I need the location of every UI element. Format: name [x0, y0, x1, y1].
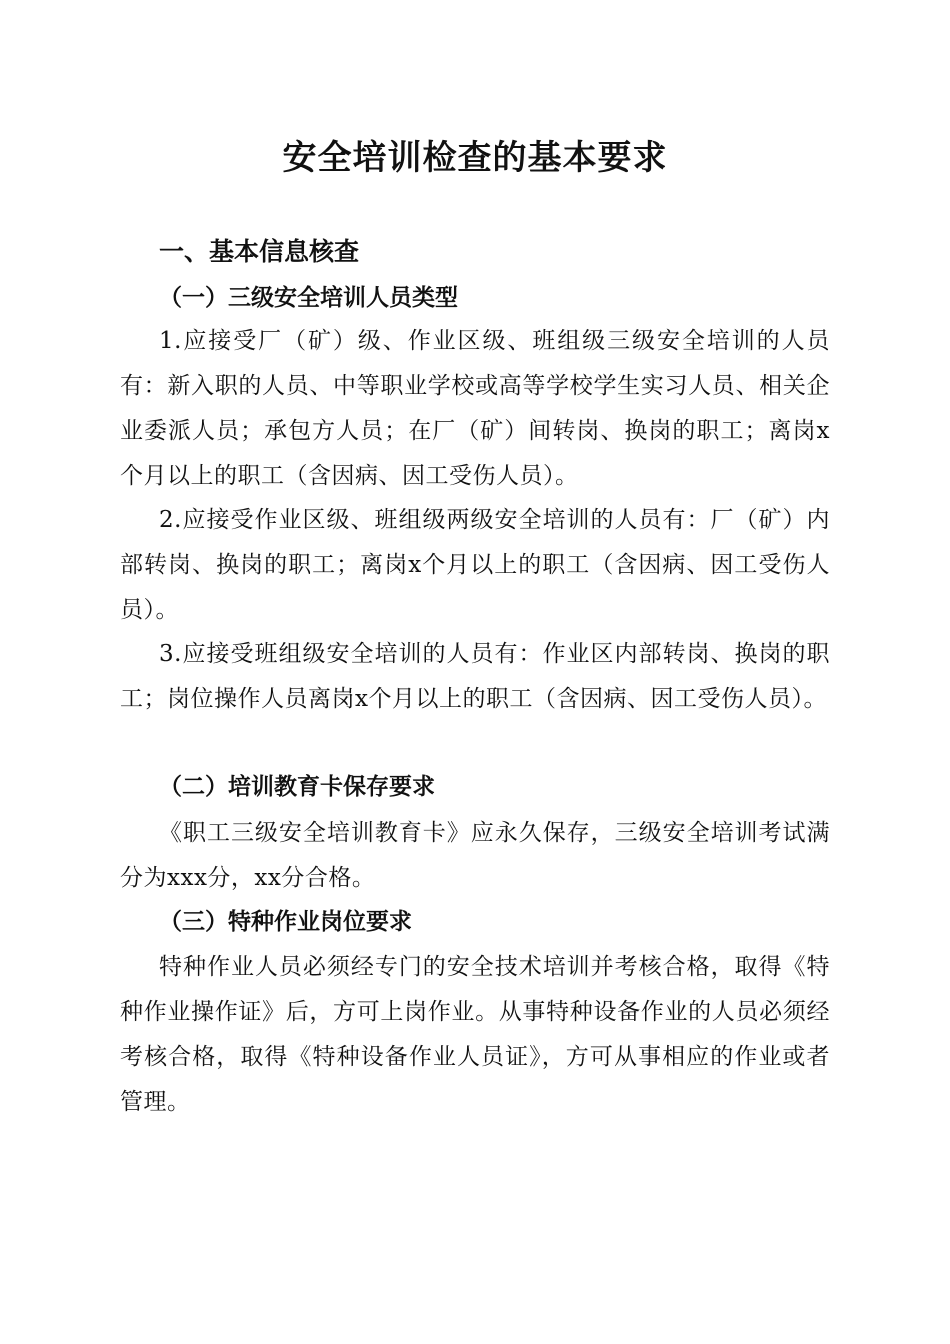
subsection-heading-training-types: （一）三级安全培训人员类型	[159, 284, 458, 311]
section-heading-basic-info: 一、基本信息核查	[159, 237, 360, 266]
paragraph-item-2: 2.应接受作业区级、班组级两级安全培训的人员有：厂（矿）内部转岗、换岗的职工；离岗x个月以上的职工（含因病、因工受伤人员）。	[120, 507, 830, 623]
subsection-heading-special-work: （三）特种作业岗位要求	[159, 908, 412, 935]
paragraph-card-storage: 《职工三级安全培训教育卡》应永久保存，三级安全培训考试满分为xxx分，xx分合格。	[120, 820, 830, 891]
paragraph-special-work: 特种作业人员必须经专门的安全技术培训并考核合格，取得《特种作业操作证》后，方可上岗作业。从事特种设备作业的人员必须经考核合格，取得《特种设备作业人员证》，方可从事相应的作业或者管理。	[120, 954, 830, 1115]
document-title: 安全培训检查的基本要求	[282, 138, 668, 178]
paragraph-item-1: 1.应接受厂（矿）级、作业区级、班组级三级安全培训的人员有：新入职的人员、中等职业学校或高等学校学生实习人员、相关企业委派人员；承包方人员；在厂（矿）间转岗、换岗的职工；离岗x个月以上的职工（含因病、因工受伤人员）。	[120, 328, 830, 489]
paragraph-item-3: 3.应接受班组级安全培训的人员有：作业区内部转岗、换岗的职工；岗位操作人员离岗x个月以上的职工（含因病、因工受伤人员）。	[120, 641, 830, 712]
subsection-heading-card-storage: （二）培训教育卡保存要求	[159, 773, 435, 800]
